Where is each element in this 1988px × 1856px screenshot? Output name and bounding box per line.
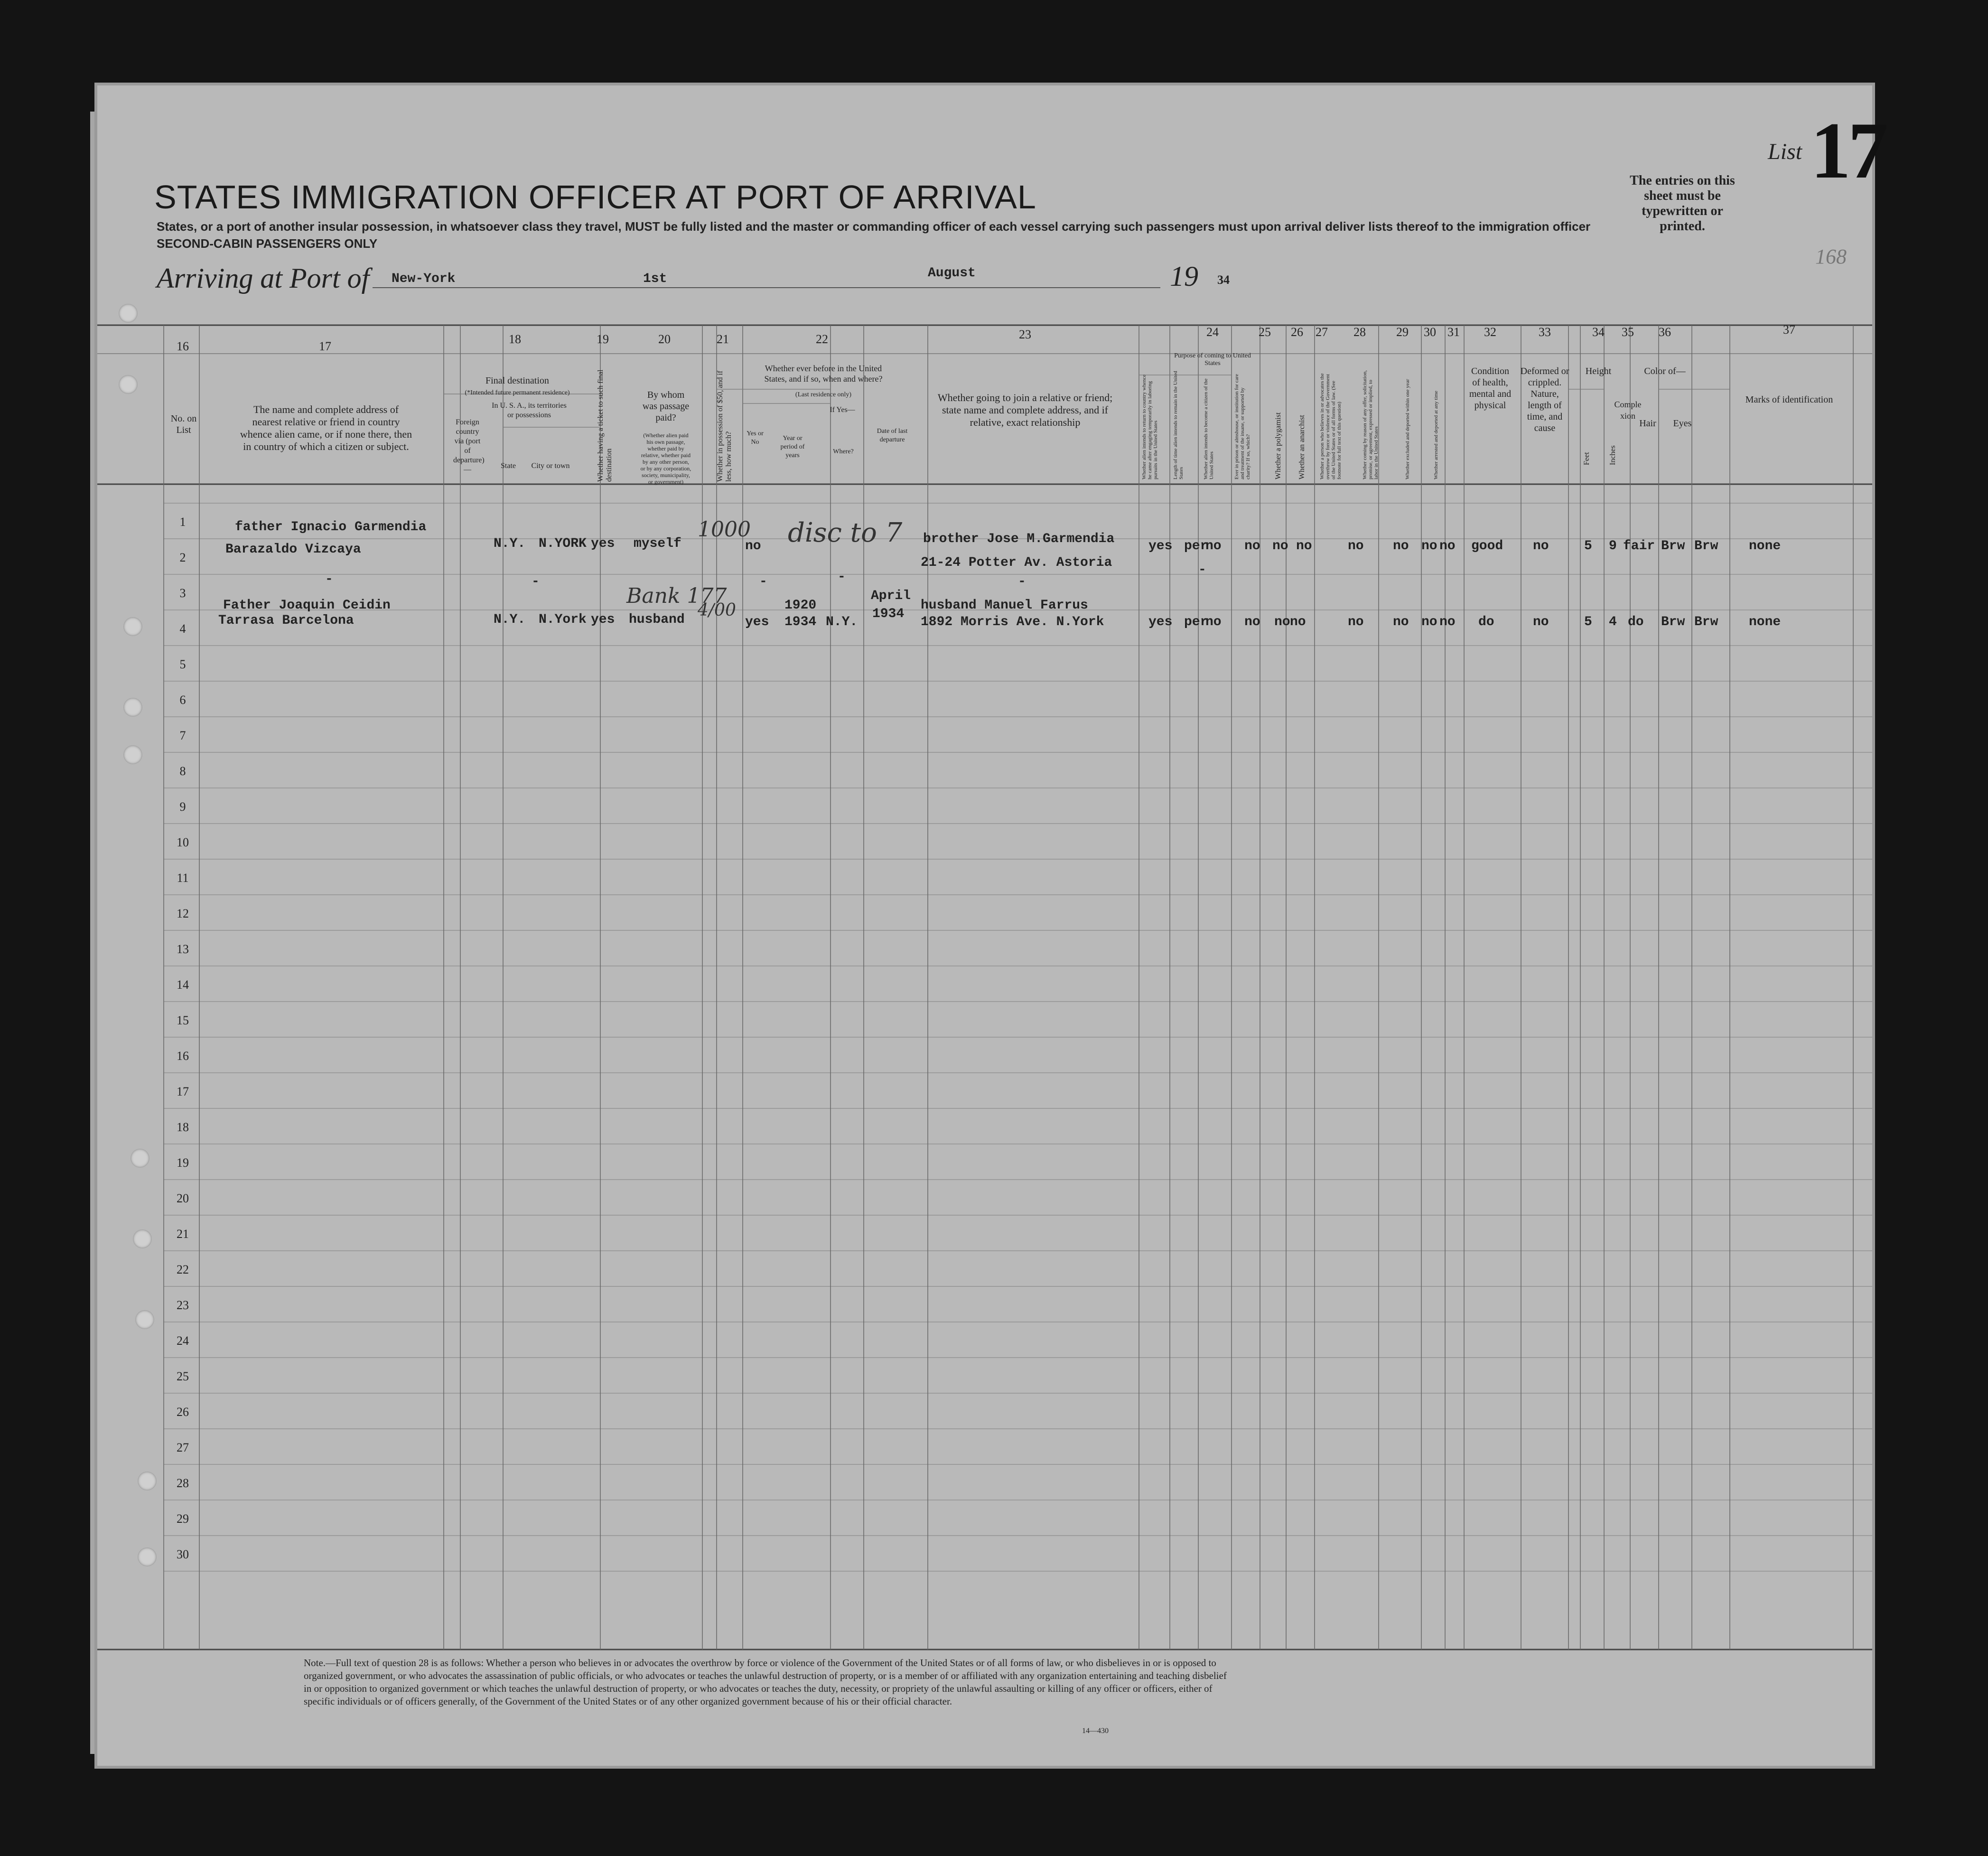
hdr-marks: Marks of identification — [1745, 394, 1833, 405]
row3-citizen: no — [1205, 615, 1222, 629]
colnum-22: 22 — [816, 332, 828, 346]
hdr-excluded: Whether excluded and deported within one year — [1405, 379, 1410, 479]
row-number: 25 — [177, 1369, 189, 1383]
cabin-class: SECOND-CABIN PASSENGERS ONLY — [157, 236, 378, 251]
row1-city: N.YORK — [539, 536, 587, 551]
row2-state: - — [532, 574, 540, 589]
row2-relative: - — [325, 572, 333, 587]
list-number: 17 — [1811, 106, 1885, 195]
row-number: 28 — [177, 1476, 189, 1490]
row1-polygamist: no — [1272, 539, 1288, 553]
row1-join-line2: 21-24 Potter Av. Astoria — [921, 555, 1112, 570]
row3-handwritten-note: Bank 177 — [626, 584, 727, 608]
year-suffix: 34 — [1217, 273, 1230, 287]
colnum-27: 27 — [1316, 325, 1328, 339]
colnum-25: 25 — [1259, 325, 1271, 339]
row1-eyes: Brw — [1694, 539, 1718, 553]
page-subtitle: States, or a port of another insular possession, in whatsoever class they travel, MUST be fully listed and the master or commanding officer of each vessel carrying such passengers must upon arrival deliver lists thereof to the immigration officer — [157, 219, 1591, 234]
row1-money: 1000 — [698, 517, 751, 542]
day-value: 1st — [643, 272, 667, 286]
row-number: 5 — [179, 657, 186, 671]
hdr-hair: Hair — [1639, 418, 1656, 429]
colnum-20: 20 — [658, 332, 671, 346]
hdr-purpose-citizen: Whether alien intends to become a citizen of the United States — [1203, 378, 1214, 479]
punch-hole — [123, 698, 142, 717]
row3-date-line2: 1934 — [872, 607, 905, 621]
row3-money: 4/00 — [698, 600, 736, 620]
row1-handwritten-note: disc to 7 — [788, 517, 903, 548]
hdr-height: Height — [1585, 366, 1612, 376]
row1-state: N.Y. — [494, 536, 526, 551]
hdr-final-destination-note: (*Intended future permanent residence) — [465, 389, 570, 396]
punch-hole — [133, 1229, 152, 1248]
hdr-usa: In U. S. A., its territories or possessions — [492, 402, 567, 419]
row-number: 19 — [177, 1156, 189, 1170]
row1-arrested: no — [1439, 539, 1456, 553]
hdr-relative-address: The name and complete address of nearest relative or friend in country whence alien came, or if none there, then in country of which a citizen or subject. — [240, 403, 412, 452]
hdr-city: City or town — [531, 462, 570, 470]
hdr-where: Where? — [833, 448, 854, 455]
hdr-labor-offer: Whether coming by reason of any offer, solicitation, promise, or agreement, expressed or implied, to labor in the United States — [1362, 370, 1379, 479]
arriving-label: Arriving at Port of — [157, 262, 370, 294]
row-number: 22 — [177, 1263, 189, 1276]
hdr-purpose: Purpose of coming to United States — [1174, 352, 1251, 367]
hdr-passage-paid: By whom was passage paid? — [642, 390, 690, 423]
row1-purpose: yes — [1148, 539, 1173, 553]
row1-relative-line1: father Ignacio Garmendia — [235, 520, 427, 534]
row3-excluded: no — [1421, 615, 1437, 629]
row1-complexion: fair — [1623, 539, 1655, 553]
punch-hole — [119, 375, 138, 394]
row1-overthrow: no — [1348, 539, 1364, 553]
hdr-arrested: Whether arrested and deported at any time — [1433, 391, 1439, 479]
row1-passage-paid: myself — [634, 536, 681, 551]
colnum-21: 21 — [717, 332, 729, 346]
row3-passage-paid: husband — [629, 612, 685, 627]
hdr-money: Whether in possession of $50, and if less, how much? — [716, 370, 733, 482]
manifest-sheet — [97, 85, 1885, 1766]
punch-hole — [123, 745, 142, 764]
port-value: New-York — [392, 272, 456, 286]
footnote: Note.—Full text of question 28 is as follows: Whether a person who believes in or advocates the overthrow by force or violence of the Government of the United States or of all forms of law, or who disbelieves in or is opposed to organized government, or who advocates the assassination of public officials, or who advocates or teaches the unlawful destruction of property, or is a member of or affiliated with any organization entertaining and teaching disbelief in or opposition to organized government or which teaches the unlawful destruction of property, or who advocates or teaches the duty, necessity, or propriety of the unlawful assaulting or killing of any officer or officers, either of specific individuals or of officers generally, of the Government of the United States or of any other organized government because of his or their official character. — [304, 1657, 1227, 1707]
row3-anarchist: no — [1290, 615, 1306, 629]
row-number: 2 — [179, 551, 186, 564]
hdr-overthrow: Whether a person who believes in or advocates the overthrow by force or violence of the Government of the United States or of all forms of law. (See footnote for full text of this question) — [1319, 373, 1342, 479]
row1-relative-line2: Barazaldo Vizcaya — [225, 542, 361, 557]
colnum-36: 36 — [1659, 325, 1671, 339]
row-number: 30 — [177, 1547, 189, 1561]
row3-labor-offer: no — [1393, 615, 1409, 629]
hdr-passage-paid-note: (Whether alien paid his own passage, whether paid by relative, whether paid by any other person, or by any corporation, society, municipality, or government) — [640, 432, 691, 485]
row-number: 26 — [177, 1405, 189, 1419]
row2-length: - — [1198, 562, 1206, 577]
colnum-35: 35 — [1622, 325, 1634, 339]
hdr-anarchist: Whether an anarchist — [1298, 415, 1306, 479]
colnum-32: 32 — [1484, 325, 1496, 339]
row1-citizen: no — [1205, 539, 1222, 553]
row-number: 21 — [177, 1227, 189, 1241]
row-number: 7 — [179, 729, 186, 742]
hdr-foreign-country: Foreign country via (port of departure)— — [453, 418, 485, 474]
row3-date-line1: April — [871, 589, 911, 603]
row3-arrested: no — [1439, 615, 1456, 629]
hdr-deformed: Deformed or crippled. Nature, length of time, and cause — [1520, 366, 1569, 433]
row1-deformed: no — [1533, 539, 1549, 553]
row3-hair: Brw — [1661, 615, 1685, 629]
row-number: 8 — [179, 764, 186, 778]
hdr-purpose-length: Length of time alien intends to remain in the United States — [1173, 371, 1184, 479]
handwritten-mark: 168 — [1815, 245, 1847, 268]
row-number: 18 — [177, 1120, 189, 1134]
hdr-color-of: Color of— — [1644, 366, 1686, 376]
row3-inches: 4 — [1609, 615, 1617, 629]
row1-prison: no — [1244, 539, 1260, 553]
year-prefix: 19 — [1170, 261, 1198, 292]
row-number: 13 — [177, 942, 189, 956]
hdr-state: State — [501, 462, 516, 470]
row1-health: good — [1471, 539, 1503, 553]
row-number: 1 — [179, 515, 186, 529]
row3-relative-line1: Father Joaquin Ceidin — [223, 598, 391, 613]
row2-join: - — [1018, 574, 1026, 589]
row-number: 15 — [177, 1013, 189, 1027]
colnum-16: 16 — [177, 339, 189, 353]
colnum-17: 17 — [319, 339, 331, 353]
row3-feet: 5 — [1584, 615, 1592, 629]
row3-ticket: yes — [591, 612, 615, 627]
row2-year: - — [759, 574, 767, 589]
hdr-polygamist: Whether a polygamist — [1274, 412, 1282, 479]
hdr-complexion: Complexion — [1614, 400, 1642, 421]
punch-hole — [135, 1310, 154, 1329]
form-grid — [97, 85, 1872, 1766]
row-number: 17 — [177, 1085, 189, 1098]
colnum-37: 37 — [1783, 323, 1795, 337]
hdr-last-departure: Date of last departure — [877, 428, 908, 443]
hdr-health: Condition of health, mental and physical — [1469, 366, 1512, 411]
punch-hole — [138, 1472, 157, 1490]
row1-inches: 9 — [1609, 539, 1617, 553]
hdr-eyes: Eyes — [1673, 418, 1692, 429]
list-label: List — [1768, 139, 1802, 164]
row-number: 29 — [177, 1512, 189, 1526]
hdr-ever-before-note: (Last residence only) — [795, 391, 852, 398]
row-number: 6 — [179, 693, 186, 707]
hdr-ever-before: Whether ever before in the United States, and if so, when and where? — [764, 364, 883, 384]
row3-join-line2: 1892 Morris Ave. N.York — [921, 615, 1104, 629]
list-note: The entries on this sheet must be typewritten or printed. — [1630, 173, 1735, 234]
row3-join-line1: husband Manuel Farrus — [921, 598, 1088, 613]
hdr-ticket: Whether having a ticket to such final destination — [597, 369, 613, 482]
row-number: 9 — [179, 800, 186, 814]
row-number: 3 — [179, 586, 186, 600]
hdr-purpose-return: Whether alien intends to return to country whence he came after engaging temporarily in laboring pursuits in the United States — [1141, 375, 1158, 479]
row-number: 20 — [177, 1191, 189, 1205]
colnum-29: 29 — [1396, 325, 1409, 339]
colnum-31: 31 — [1447, 325, 1460, 339]
row3-state: N.Y. — [494, 612, 526, 627]
punch-hole — [119, 304, 138, 323]
row3-overthrow: no — [1348, 615, 1364, 629]
row3-prison: no — [1244, 615, 1260, 629]
hdr-year-period: Year or period of years — [780, 435, 805, 459]
row3-complexion: do — [1628, 615, 1644, 629]
row-number: 4 — [179, 622, 186, 636]
row3-health: do — [1478, 615, 1494, 629]
row3-relative-line2: Tarrasa Barcelona — [218, 613, 354, 628]
row3-length: per — [1184, 615, 1208, 629]
hdr-yes-no: Yes or No — [747, 430, 764, 446]
hdr-going-to-join: Whether going to join a relative or friend; state name and complete address, and if relative, exact relationship — [937, 392, 1113, 428]
row3-city: N.York — [539, 612, 587, 627]
row1-ever-before: no — [745, 539, 761, 553]
row1-feet: 5 — [1584, 539, 1592, 553]
row3-marks: none — [1749, 615, 1781, 629]
colnum-30: 30 — [1424, 325, 1436, 339]
hdr-no-on-list: No. on List — [170, 413, 197, 435]
row2-where: - — [838, 570, 846, 584]
row1-join-line1: brother Jose M.Garmendia — [923, 532, 1115, 546]
row3-deformed: no — [1533, 615, 1549, 629]
row3-polygamist: no — [1274, 615, 1290, 629]
row1-excluded: no — [1421, 539, 1437, 553]
row-number: 24 — [177, 1334, 189, 1348]
colnum-18: 18 — [509, 332, 521, 346]
row3-purpose: yes — [1148, 615, 1173, 629]
colnum-28: 28 — [1353, 325, 1366, 339]
row3-year-line1: 1920 — [784, 598, 817, 613]
colnum-23: 23 — [1019, 328, 1031, 341]
hdr-inches: Inches — [1609, 445, 1617, 465]
row-number: 11 — [177, 871, 189, 885]
page-title: STATES IMMIGRATION OFFICER AT PORT OF ARRIVAL — [154, 178, 1036, 216]
punch-hole — [131, 1149, 149, 1168]
row1-marks: none — [1749, 539, 1781, 553]
row3-eyes: Brw — [1694, 615, 1718, 629]
row-number: 27 — [177, 1441, 189, 1454]
punch-hole — [123, 617, 142, 636]
row3-ever-before: yes — [745, 615, 769, 629]
month-value: August — [928, 266, 976, 281]
row1-labor-offer: no — [1393, 539, 1409, 553]
row-number: 10 — [177, 835, 189, 849]
row-number: 23 — [177, 1298, 189, 1312]
colnum-19: 19 — [597, 332, 609, 346]
form-code: 14—430 — [1082, 1727, 1109, 1735]
row1-ticket: yes — [591, 536, 615, 551]
hdr-if-yes: If Yes— — [830, 406, 855, 414]
row1-length: per — [1184, 539, 1208, 553]
row-number: 14 — [177, 978, 189, 992]
colnum-26: 26 — [1291, 325, 1303, 339]
hdr-prison: Ever in prison or almshouse, or institution for care and treatment of the insane, or supported by charity? If so, which? — [1234, 374, 1251, 479]
hdr-feet: Feet — [1583, 452, 1591, 465]
hdr-final-destination: Final destination — [485, 375, 549, 386]
row1-anarchist: no — [1296, 539, 1312, 553]
row-number: 16 — [177, 1049, 189, 1063]
colnum-24: 24 — [1206, 325, 1219, 339]
row-number: 12 — [177, 907, 189, 920]
row1-hair: Brw — [1661, 539, 1685, 553]
colnum-33: 33 — [1539, 325, 1551, 339]
punch-hole — [138, 1547, 157, 1566]
row3-where: N.Y. — [826, 615, 858, 629]
colnum-34: 34 — [1592, 325, 1605, 339]
row3-year-line2: 1934 — [784, 615, 817, 629]
